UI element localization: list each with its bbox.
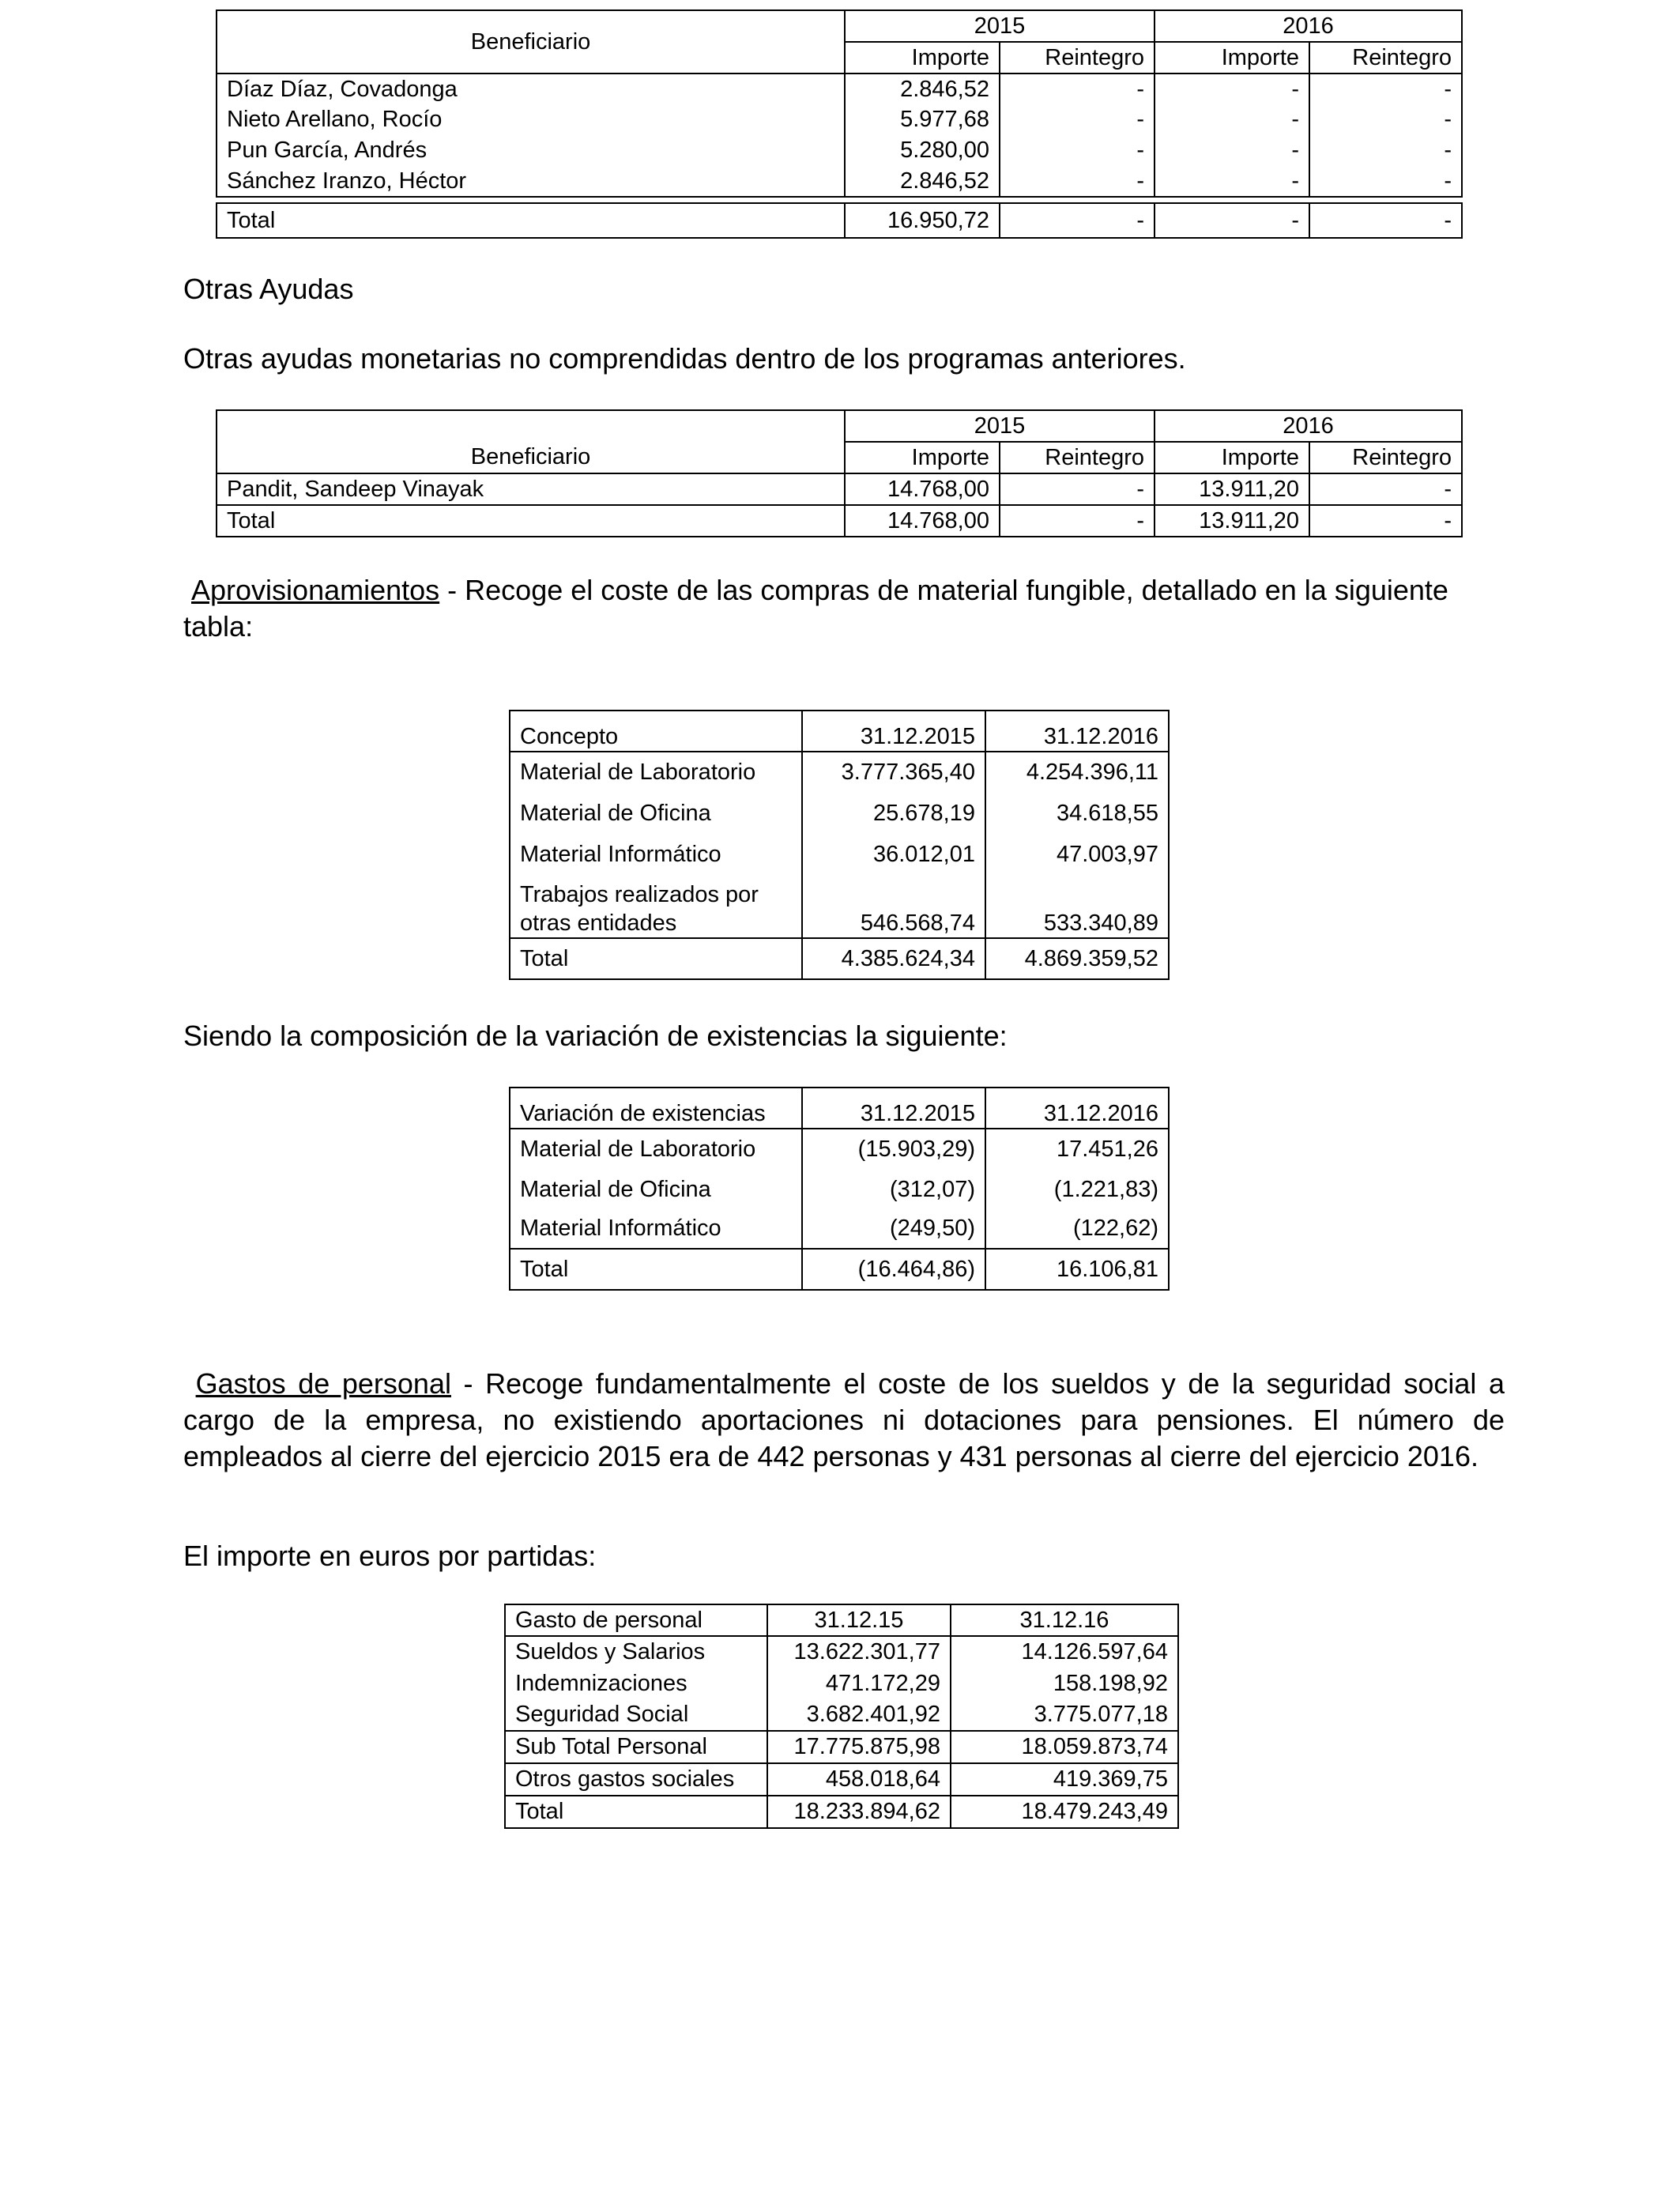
- date-2015-header: 31.12.2015: [802, 711, 985, 752]
- table-row: [510, 1170, 1169, 1209]
- concepto-label: Material Informático: [510, 834, 802, 875]
- table-row: [510, 1129, 1169, 1170]
- table-row: [217, 166, 1462, 197]
- total-row: [505, 1796, 1178, 1828]
- reintegro-header: Reintegro: [1309, 42, 1462, 74]
- reintegro-header: Reintegro: [1000, 442, 1155, 473]
- table-row: [505, 1668, 1178, 1699]
- date-2016-header: 31.12.2016: [985, 711, 1169, 752]
- subtotal-2016: 18.059.873,74: [951, 1731, 1178, 1763]
- gasto-header: Gasto de personal: [505, 1604, 767, 1636]
- reintegro-2015: -: [1000, 135, 1155, 166]
- gasto-label: Otros gastos sociales: [505, 1763, 767, 1796]
- year-2015-header: 2015: [845, 410, 1155, 442]
- gastos-paragraph: [183, 1366, 1505, 1475]
- reintegro-2016: -: [1309, 473, 1462, 505]
- importe-2016: -: [1155, 74, 1309, 104]
- beneficiario-name: Díaz Díaz, Covadonga: [217, 74, 845, 104]
- reintegro-header: Reintegro: [1000, 42, 1155, 74]
- reintegro-2015: -: [1000, 166, 1155, 197]
- importe-2015: 2.846,52: [845, 166, 1000, 197]
- importe-header: Importe: [845, 42, 1000, 74]
- value-2016: 34.618,55: [985, 793, 1169, 834]
- value-2015: 13.622.301,77: [767, 1636, 951, 1668]
- concepto-label: Material de Laboratorio: [510, 752, 802, 793]
- table-row: [510, 834, 1169, 875]
- importe-2016: -: [1155, 135, 1309, 166]
- value-2015: 458.018,64: [767, 1763, 951, 1796]
- total-reintegro-2016: -: [1309, 505, 1462, 537]
- total-reintegro-2015: -: [1000, 505, 1155, 537]
- total-row: [217, 505, 1462, 537]
- importe-header: Importe: [845, 442, 1000, 473]
- table-row: [510, 875, 1169, 938]
- total-reintegro-2016: -: [1309, 203, 1462, 238]
- reintegro-2015: -: [1000, 104, 1155, 135]
- total-label: Total: [217, 505, 845, 537]
- aprovisionamientos-text: - Recoge el coste de las compras de material fungible, detallado en la siguiente tabla:: [183, 574, 1448, 643]
- reintegro-2016: -: [1309, 135, 1462, 166]
- year-2015-header: 2015: [845, 10, 1155, 42]
- beneficiario-name: Pun García, Andrés: [217, 135, 845, 166]
- reintegro-header: Reintegro: [1309, 442, 1462, 473]
- value-2015: 471.172,29: [767, 1668, 951, 1699]
- total-row: [217, 203, 1462, 238]
- gastos-personal-table: [504, 1604, 1179, 1829]
- value-2015: 546.568,74: [802, 875, 985, 938]
- total-2016: 4.869.359,52: [985, 938, 1169, 979]
- value-2016: 533.340,89: [985, 875, 1169, 938]
- value-2016: 158.198,92: [951, 1668, 1178, 1699]
- total-2016: 16.106,81: [985, 1249, 1169, 1290]
- importe-2015: 5.280,00: [845, 135, 1000, 166]
- value-2016: 47.003,97: [985, 834, 1169, 875]
- concepto-label-line: otras entidades: [520, 910, 677, 936]
- table-row: [505, 1636, 1178, 1668]
- gastos-title: Gastos de personal: [195, 1367, 451, 1400]
- importe-2016: -: [1155, 166, 1309, 197]
- total-importe-2016: -: [1155, 203, 1309, 238]
- beneficiario-header: Beneficiario: [217, 10, 845, 74]
- concepto-label-line: Trabajos realizados por: [520, 882, 759, 907]
- importe-header: Importe: [1155, 442, 1309, 473]
- gastos-text: - Recoge fundamentalmente el coste de los sueldos y de la seguridad social a cargo de la empresa, no existiendo aportaciones ni dotaciones para pensiones. El número de empleados al cierre del ejercicio 2015 era de 442 personas y 431 personas al cierre del ejercicio 2016.: [183, 1367, 1505, 1472]
- importe-2015: 5.977,68: [845, 104, 1000, 135]
- value-2015: 3.777.365,40: [802, 752, 985, 793]
- reintegro-2015: -: [1000, 473, 1155, 505]
- variacion-label: Material de Oficina: [510, 1170, 802, 1209]
- value-2016: 4.254.396,11: [985, 752, 1169, 793]
- total-label: Total: [505, 1796, 767, 1828]
- reintegro-2016: -: [1309, 74, 1462, 104]
- value-2015: (15.903,29): [802, 1129, 985, 1170]
- importe-2016: -: [1155, 104, 1309, 135]
- concepto-header: Concepto: [510, 711, 802, 752]
- otras-ayudas-description: Otras ayudas monetarias no comprendidas dentro de los programas anteriores.: [183, 342, 1186, 375]
- reintegro-2016: -: [1309, 104, 1462, 135]
- date-2015-header: 31.12.15: [767, 1604, 951, 1636]
- beneficiarios-table: [216, 9, 1463, 239]
- subtotal-label: Sub Total Personal: [505, 1731, 767, 1763]
- gasto-label: Indemnizaciones: [505, 1668, 767, 1699]
- beneficiario-name: Nieto Arellano, Rocío: [217, 104, 845, 135]
- value-2015: 25.678,19: [802, 793, 985, 834]
- beneficiario-header: Beneficiario: [217, 442, 845, 473]
- variacion-header: Variación de existencias: [510, 1088, 802, 1129]
- total-importe-2016: 13.911,20: [1155, 505, 1309, 537]
- total-importe-2015: 14.768,00: [845, 505, 1000, 537]
- total-row: [510, 938, 1169, 979]
- total-importe-2015: 16.950,72: [845, 203, 1000, 238]
- variacion-label: Material Informático: [510, 1209, 802, 1249]
- gasto-label: Sueldos y Salarios: [505, 1636, 767, 1668]
- otras-ayudas-table: [216, 409, 1463, 537]
- subtotal-row: [505, 1731, 1178, 1763]
- concepto-label: Material de Oficina: [510, 793, 802, 834]
- table-row: [217, 473, 1462, 505]
- date-2016-header: 31.12.16: [951, 1604, 1178, 1636]
- total-label: Total: [510, 938, 802, 979]
- year-2016-header: 2016: [1155, 10, 1462, 42]
- importe-2015: 14.768,00: [845, 473, 1000, 505]
- total-reintegro-2015: -: [1000, 203, 1155, 238]
- table-row: [217, 104, 1462, 135]
- value-2016: (1.221,83): [985, 1170, 1169, 1209]
- value-2015: 3.682.401,92: [767, 1699, 951, 1731]
- otras-ayudas-heading: Otras Ayudas: [183, 273, 354, 305]
- importe-2015: 2.846,52: [845, 74, 1000, 104]
- table-row: [505, 1763, 1178, 1796]
- total-label: Total: [217, 203, 845, 238]
- table-row: [217, 74, 1462, 104]
- table-row: [217, 135, 1462, 166]
- total-2015: 18.233.894,62: [767, 1796, 951, 1828]
- total-2015: 4.385.624,34: [802, 938, 985, 979]
- value-2015: (249,50): [802, 1209, 985, 1249]
- aprovisionamientos-paragraph: [183, 572, 1505, 645]
- value-2016: 3.775.077,18: [951, 1699, 1178, 1731]
- table-row: [505, 1699, 1178, 1731]
- value-2015: 36.012,01: [802, 834, 985, 875]
- value-2016: 419.369,75: [951, 1763, 1178, 1796]
- table-row: [510, 1209, 1169, 1249]
- variacion-intro: Siendo la composición de la variación de existencias la siguiente:: [183, 1020, 1008, 1052]
- reintegro-2015: -: [1000, 74, 1155, 104]
- variacion-existencias-table: [509, 1087, 1170, 1291]
- importe-header: Importe: [1155, 42, 1309, 74]
- value-2016: 14.126.597,64: [951, 1636, 1178, 1668]
- gasto-label: Seguridad Social: [505, 1699, 767, 1731]
- importe-intro: El importe en euros por partidas:: [183, 1540, 597, 1572]
- total-2015: (16.464,86): [802, 1249, 985, 1290]
- beneficiario-name: Sánchez Iranzo, Héctor: [217, 166, 845, 197]
- total-row: [510, 1249, 1169, 1290]
- beneficiario-name: Pandit, Sandeep Vinayak: [217, 473, 845, 505]
- aprovisionamientos-table: [509, 710, 1170, 980]
- value-2016: (122,62): [985, 1209, 1169, 1249]
- date-2016-header: 31.12.2016: [985, 1088, 1169, 1129]
- table-row: [510, 752, 1169, 793]
- subtotal-2015: 17.775.875,98: [767, 1731, 951, 1763]
- reintegro-2016: -: [1309, 166, 1462, 197]
- year-2016-header: 2016: [1155, 410, 1462, 442]
- value-2016: 17.451,26: [985, 1129, 1169, 1170]
- date-2015-header: 31.12.2015: [802, 1088, 985, 1129]
- concepto-label: [510, 875, 802, 938]
- total-2016: 18.479.243,49: [951, 1796, 1178, 1828]
- total-label: Total: [510, 1249, 802, 1290]
- importe-2016: 13.911,20: [1155, 473, 1309, 505]
- value-2015: (312,07): [802, 1170, 985, 1209]
- aprovisionamientos-title: Aprovisionamientos: [191, 574, 440, 606]
- table-row: [510, 793, 1169, 834]
- variacion-label: Material de Laboratorio: [510, 1129, 802, 1170]
